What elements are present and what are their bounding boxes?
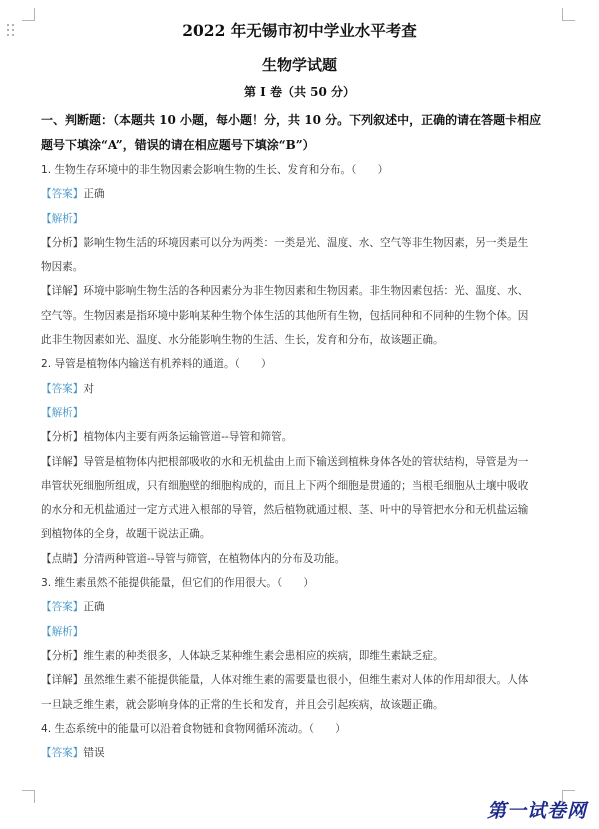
answer-tag: 【答案】 [41, 382, 84, 395]
question-1: 1. 生物生存环境中的非生物因素会影响生物的生长、发育和分布。（ ） [41, 164, 389, 176]
question-3: 3. 维生素虽然不能提供能量，但它们的作用很大。（ ） [41, 577, 315, 590]
q2-analysis-tag [41, 401, 564, 425]
q4-answer [41, 741, 564, 765]
q1-analysis-tag [41, 207, 564, 231]
q4-answer-value: 错误 [83, 747, 105, 760]
exam-body [41, 108, 564, 765]
question-2: 2. 导管是植物体内输送有机养料的通道。（ ） [41, 358, 272, 371]
q2-fenxi-text-1: 植物体内主要有两条运输管道--导管和筛管。 [83, 431, 293, 444]
q1-fenxi-line-2: 物因素。 [41, 261, 84, 274]
q3-answer-value: 正确 [83, 601, 105, 614]
comment-tag: 【点睛】 [41, 552, 84, 565]
q2-answer [41, 377, 564, 401]
answer-tag: 【答案】 [41, 601, 84, 614]
answer-tag: 【答案】 [41, 747, 84, 760]
analyze-tag: 【分析】 [41, 236, 84, 249]
q1-detail-text-1: 环境中影响生物生活的各种因素分为非生物因素和生物因素。非生物因素包括：光、温度、水、 [83, 285, 529, 298]
detail-tag: 【详解】 [41, 455, 84, 468]
q2-detail-line-4: 到植物体的全身，故题干说法正确。 [41, 528, 211, 541]
q3-answer [41, 595, 564, 619]
q2-comment-line-1 [41, 547, 564, 571]
q1-detail-line-1 [41, 279, 564, 303]
q3-analysis-tag [41, 620, 564, 644]
q2-detail-text-1: 导管是植物体内把根部吸收的水和无机盐由上而下输送到植株身体各处的管状结构，导管是为一 [83, 455, 529, 468]
volume-heading: 第 I 卷（共 50 分） [243, 85, 356, 99]
q1-detail-line-3: 此非生物因素如光、温度、水分能影响生物的生活、生长，发育和分布，故该题正确。 [41, 334, 444, 347]
q3-detail-text-1: 虽然维生素不能提供能量，人体对维生素的需要量也很小，但维生素对人体的作用却很大。人体 [83, 674, 529, 687]
analysis-tag: 【解析】 [41, 625, 84, 638]
answer-tag: 【答案】 [41, 188, 84, 201]
q2-fenxi-line-1 [41, 425, 564, 449]
analyze-tag: 【分析】 [41, 649, 84, 662]
q1-fenxi-text-1: 影响生物生活的环境因素可以分为两类：一类是光、温度、水、空气等非生物因素，另一类是生 [83, 236, 529, 249]
document-title: 2022 年无锡市初中学业水平考查 [182, 21, 417, 40]
q2-comment-text-1: 分清两种管道--导管与筛管，在植物体内的分布及功能。 [83, 552, 346, 565]
section-heading-line-1: 一、判断题：（本题共 10 小题，每小题！分，共 10 分。下列叙述中，正确的请在答题卡相应 [41, 113, 542, 127]
q2-answer-value: 对 [83, 382, 94, 395]
q2-detail-line-1 [41, 450, 564, 474]
site-watermark: 第一试卷网 [486, 800, 587, 822]
q1-fenxi-line-1 [41, 231, 564, 255]
q3-fenxi-line-1 [41, 644, 564, 668]
q3-detail-line-2: 一旦缺乏维生素，就会影响身体的正常的生长和发育，并且会引起疾病，故该题正确。 [41, 698, 444, 711]
detail-tag: 【详解】 [41, 285, 84, 298]
analysis-tag: 【解析】 [41, 212, 84, 225]
question-4: 4. 生态系统中的能量可以沿着食物链和食物网循环流动。（ ） [41, 722, 346, 735]
q3-detail-line-1 [41, 668, 564, 692]
q2-detail-line-3: 的水分和无机盐通过一定方式进入根部的导管，然后植物就通过根、茎、叶中的导管把水分和无机盐运输 [41, 504, 529, 517]
q2-detail-line-2: 串管状死细胞所组成，只有细胞壁的细胞构成的，而且上下两个细胞是贯通的；当根毛细胞从土壤中吸收 [41, 479, 529, 492]
q1-answer-value: 正确 [83, 188, 105, 201]
document-subtitle: 生物学试题 [261, 56, 337, 74]
analyze-tag: 【分析】 [41, 431, 84, 444]
section-heading-line-2: 题号下填涂“A”，错误的请在相应题号下填涂“B”） [41, 138, 315, 152]
q1-detail-line-2: 空气等。生物因素是指环境中影响某种生物个体生活的其他所有生物，包括同种和不同种的生物个体。因 [41, 309, 529, 322]
detail-tag: 【详解】 [41, 674, 84, 687]
q1-answer [41, 182, 564, 206]
q3-fenxi-text-1: 维生素的种类很多，人体缺乏某种维生素会患相应的疾病，即维生素缺乏症。 [83, 649, 444, 662]
analysis-tag: 【解析】 [41, 406, 84, 419]
crop-mark-bottom-left [22, 790, 35, 803]
